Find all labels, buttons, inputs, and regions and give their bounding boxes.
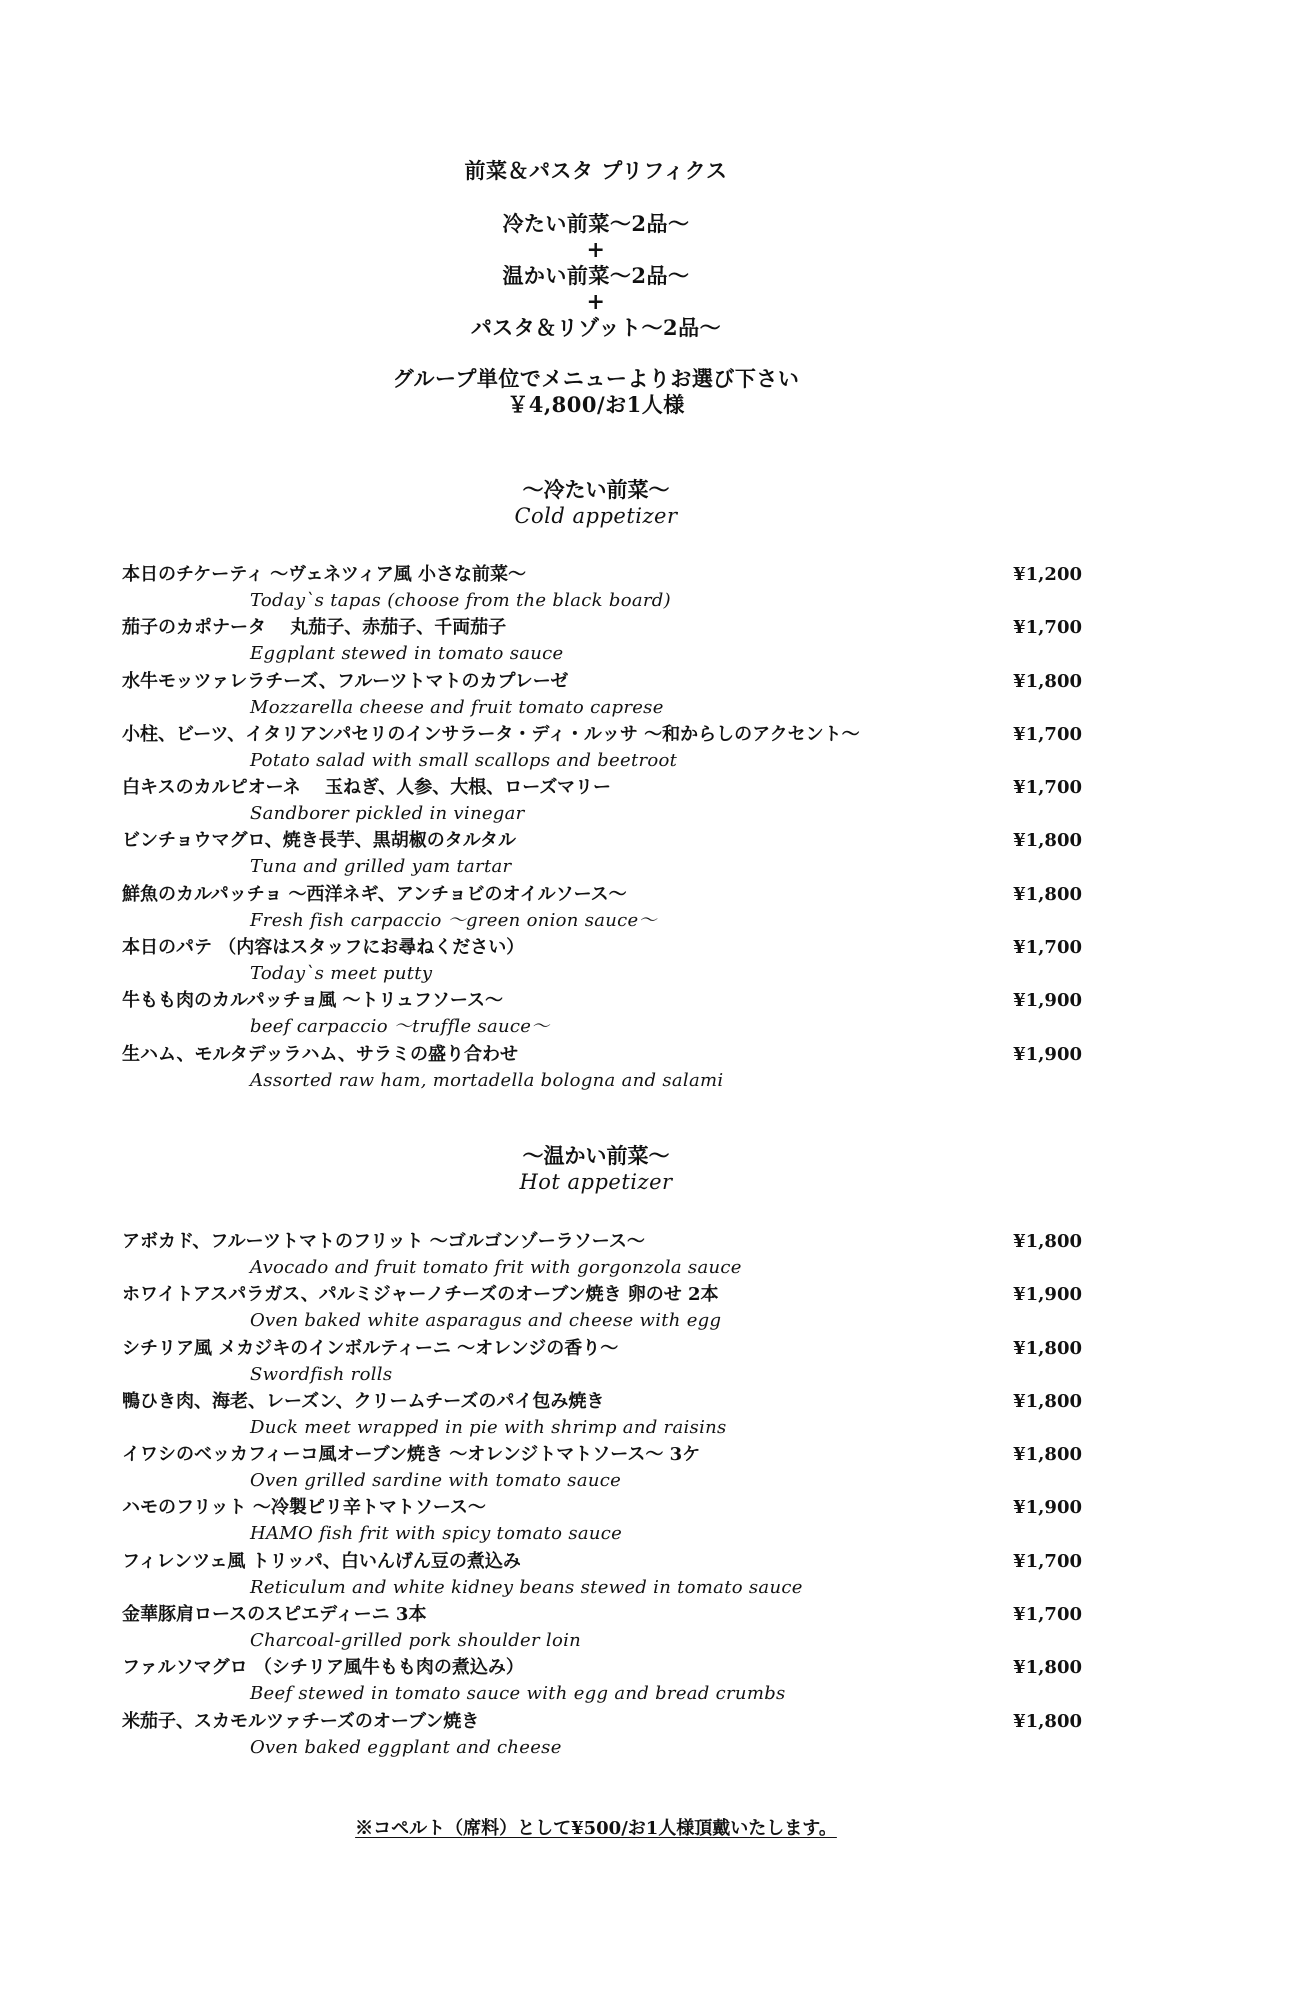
item-name: 本日のパテ （内容はスタッフにお尋ねください）: [122, 937, 525, 959]
item-description: Charcoal-grilled pork shoulder loin: [250, 1630, 582, 1652]
menu-item: [122, 1336, 1082, 1389]
plus-sign: +: [586, 237, 606, 263]
item-name: 金華豚肩ロースのスピエディーニ 3本: [122, 1604, 427, 1626]
item-name: 白キスのカルピオーネ 玉ねぎ、人参、大根、ローズマリー: [122, 777, 612, 799]
item-price: ¥1,200: [1013, 564, 1082, 585]
menu-item: [122, 615, 1082, 668]
item-description: Oven grilled sardine with tomato sauce: [250, 1470, 622, 1492]
menu-item: [122, 1389, 1082, 1442]
item-price: ¥1,700: [1013, 1604, 1082, 1626]
item-name: フィレンツェ風 トリッパ、白いんげん豆の煮込み: [122, 1550, 521, 1572]
menu-item: [122, 722, 1082, 775]
cold-appetizer-list: [122, 562, 1082, 1095]
item-price: ¥1,900: [1013, 1497, 1082, 1519]
cover-charge-note: [0, 1816, 1192, 1842]
menu-item: [122, 828, 1082, 881]
item-price: ¥1,800: [1013, 883, 1082, 905]
section-title-en: Hot appetizer: [519, 1170, 673, 1194]
menu-item: [122, 882, 1082, 935]
item-description: Potato salad with small scallops and beetroot: [250, 749, 678, 771]
item-price: ¥1,700: [1013, 723, 1082, 745]
cold-appetizer-heading: [0, 476, 1192, 529]
item-price: ¥1,800: [1013, 1337, 1082, 1359]
item-name: 茄子のカポナータ 丸茄子、赤茄子、千両茄子: [122, 617, 507, 639]
cover-charge-text: ※コペルト（席料）として¥500/お1人様頂戴いたします。: [355, 1818, 837, 1839]
item-price: ¥1,900: [1013, 990, 1082, 1012]
item-description: Oven baked eggplant and cheese: [250, 1736, 562, 1758]
item-description: HAMO fish frit with spicy tomato sauce: [250, 1523, 623, 1545]
menu-item: [122, 1602, 1082, 1655]
item-description: Duck meet wrapped in pie with shrimp and raisins: [250, 1416, 727, 1438]
item-price: ¥1,900: [1013, 1043, 1082, 1065]
item-name: 小柱、ビーツ、イタリアンパセリのインサラータ・ディ・ルッサ ～和からしのアクセント～: [122, 723, 860, 745]
prix-fixe-header: [0, 158, 1192, 418]
item-price: ¥1,800: [1013, 1390, 1082, 1412]
menu-item: [122, 1042, 1082, 1095]
item-description: Tuna and grilled yam tartar: [250, 856, 512, 878]
item-name: ビンチョウマグロ、焼き長芋、黒胡椒のタルタル: [122, 830, 517, 852]
menu-item: [122, 562, 1082, 615]
section-title-en: Cold appetizer: [514, 504, 678, 528]
item-name: イワシのベッカフィーコ風オーブン焼き ～オレンジトマトソース～ 3ケ: [122, 1444, 701, 1466]
hot-appetizer-list: [122, 1229, 1082, 1762]
section-title-jp: ～温かい前菜～: [522, 1143, 670, 1168]
item-name: 本日のチケーティ ～ヴェネツィア風 小さな前菜～: [122, 564, 527, 585]
menu-item: [122, 988, 1082, 1041]
selection-instruction: グループ単位でメニューよりお選び下さい: [392, 366, 800, 391]
plus-sign: +: [586, 289, 606, 315]
course-cold: 冷たい前菜～2品～: [502, 211, 690, 236]
item-price: ¥1,800: [1013, 1657, 1082, 1679]
item-name: ファルソマグロ （シチリア風牛もも肉の煮込み）: [122, 1657, 524, 1679]
item-price: ¥1,700: [1013, 937, 1082, 959]
item-name: 鴨ひき肉、海老、レーズン、クリームチーズのパイ包み焼き: [122, 1390, 605, 1412]
item-description: Today`s tapas (choose from the black board): [250, 590, 671, 611]
hot-appetizer-heading: [0, 1142, 1192, 1195]
item-description: beef carpaccio ～truffle sauce～: [250, 1016, 550, 1038]
section-title-jp: ～冷たい前菜～: [522, 477, 670, 502]
item-description: Reticulum and white kidney beans stewed in tomato sauce: [250, 1576, 803, 1598]
item-name: アボカド、フルーツトマトのフリット ～ゴルゴンゾーラソース～: [122, 1231, 645, 1252]
menu-item: [122, 1495, 1082, 1548]
menu-item: [122, 1709, 1082, 1762]
item-description: Assorted raw ham, mortadella bologna and salami: [250, 1069, 724, 1091]
item-price: ¥1,800: [1013, 830, 1082, 852]
item-name: ハモのフリット ～冷製ピリ辛トマトソース～: [122, 1497, 486, 1519]
course-price: ￥4,800/お1人様: [507, 392, 685, 417]
item-price: ¥1,800: [1013, 1710, 1082, 1732]
item-name: シチリア風 メカジキのインボルティーニ ～オレンジの香り～: [122, 1337, 619, 1359]
item-price: ¥1,900: [1013, 1284, 1082, 1306]
item-price: ¥1,700: [1013, 1550, 1082, 1572]
item-price: ¥1,800: [1013, 1231, 1082, 1252]
item-description: Eggplant stewed in tomato sauce: [250, 643, 564, 665]
item-price: ¥1,800: [1013, 670, 1082, 692]
item-description: Mozzarella cheese and fruit tomato caprese: [250, 696, 664, 718]
course-pasta: パスタ＆リゾット～2品～: [470, 315, 722, 340]
item-description: Beef stewed in tomato sauce with egg and bread crumbs: [250, 1683, 786, 1705]
item-description: Oven baked white asparagus and cheese with egg: [250, 1310, 722, 1332]
item-description: Today`s meet putty: [250, 963, 433, 985]
item-description: Fresh fish carpaccio ～green onion sauce～: [250, 909, 657, 931]
menu-item: [122, 1282, 1082, 1335]
menu-item: [122, 935, 1082, 988]
item-description: Swordfish rolls: [250, 1363, 393, 1385]
menu-item: [122, 1655, 1082, 1708]
item-price: ¥1,700: [1013, 777, 1082, 799]
menu-item: [122, 1549, 1082, 1602]
menu-item: [122, 1229, 1082, 1282]
item-description: Avocado and fruit tomato frit with gorgonzola sauce: [250, 1257, 742, 1278]
item-description: Sandborer pickled in vinegar: [250, 803, 525, 825]
course-hot: 温かい前菜～2品～: [502, 263, 690, 288]
item-price: ¥1,800: [1013, 1444, 1082, 1466]
item-name: 鮮魚のカルパッチョ ～西洋ネギ、アンチョビのオイルソース～: [122, 883, 627, 905]
menu-item: [122, 669, 1082, 722]
menu-item: [122, 775, 1082, 828]
item-name: 生ハム、モルタデッラハム、サラミの盛り合わせ: [122, 1043, 518, 1065]
item-name: 米茄子、スカモルツァチーズのオーブン焼き: [122, 1710, 480, 1732]
menu-item: [122, 1442, 1082, 1495]
item-price: ¥1,700: [1013, 617, 1082, 639]
page-title: 前菜＆パスタ プリフィクス: [464, 158, 728, 183]
item-name: 牛もも肉のカルパッチョ風 ～トリュフソース～: [122, 990, 504, 1012]
item-name: ホワイトアスパラガス、パルミジャーノチーズのオーブン焼き 卵のせ 2本: [122, 1284, 719, 1306]
item-name: 水牛モッツァレラチーズ、フルーツトマトのカプレーゼ: [122, 670, 569, 692]
